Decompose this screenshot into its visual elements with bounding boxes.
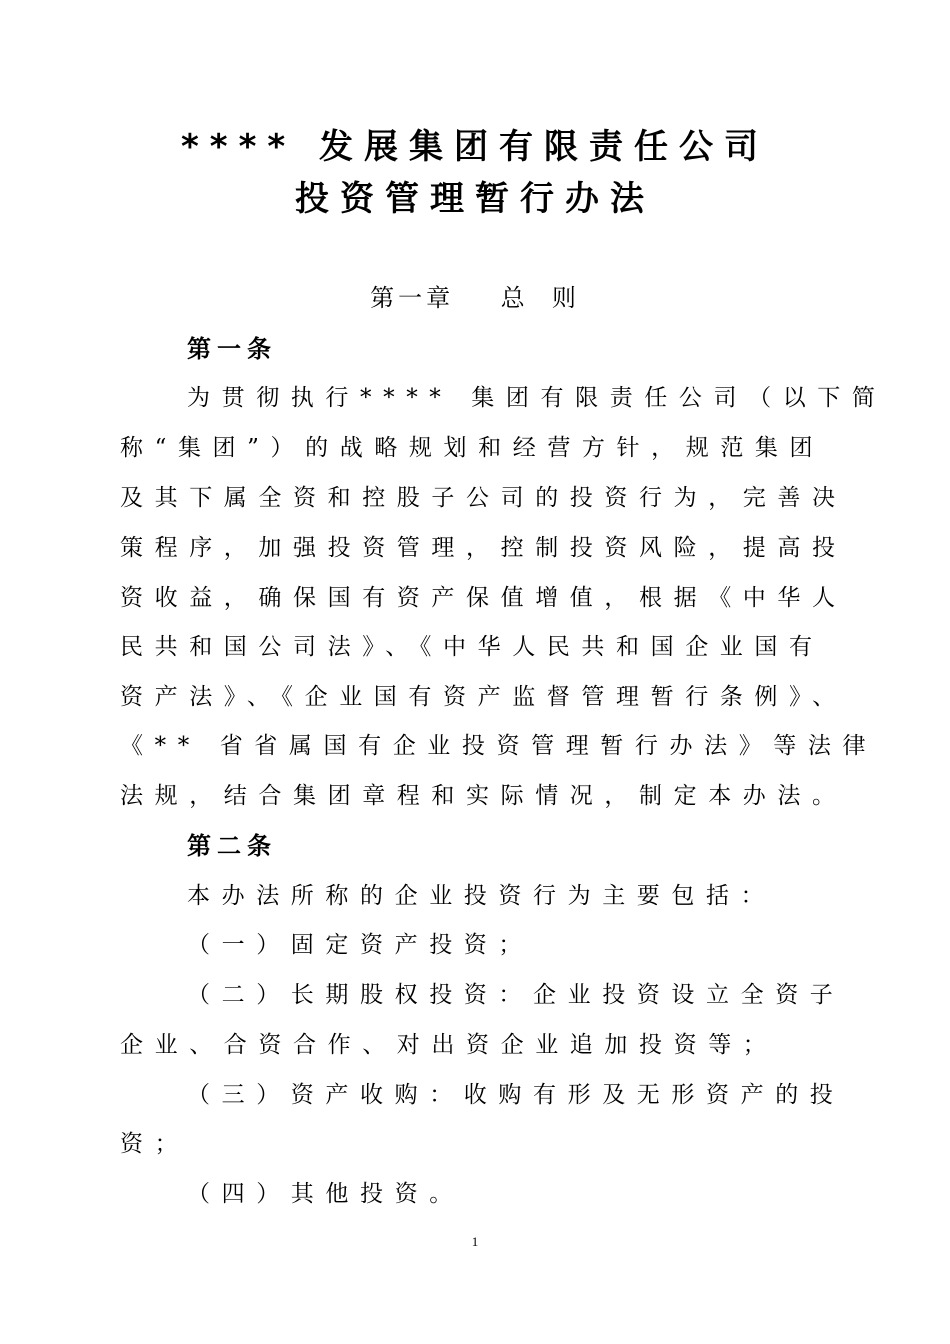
article-2-line: （二）长期股权投资：企业投资设立全资子 — [187, 982, 845, 1008]
article-1-line: 资收益，确保国有资产保值增值，根据《中华人 — [120, 585, 847, 611]
article-2-line: 企业、合资合作、对出资企业追加投资等； — [120, 1032, 778, 1058]
article-2-line: 资； — [120, 1131, 190, 1157]
article-1-line: 称“集团”）的战略规划和经营方针，规范集团 — [120, 435, 825, 461]
article-1-line: 为贯彻执行**** 集团有限责任公司（以下简 — [187, 385, 887, 411]
article-2-heading: 第二条 — [187, 832, 277, 860]
article-2-line: （三）资产收购：收购有形及无形资产的投 — [187, 1082, 845, 1108]
article-1-line: 法规，结合集团章程和实际情况，制定本办法。 — [120, 783, 847, 809]
page-number: 1 — [471, 1234, 479, 1249]
article-1-line: 策程序，加强投资管理，控制投资风险，提高投 — [120, 535, 847, 561]
article-1-line: 资产法》、《企业国有资产监督管理暂行条例》、 — [120, 684, 847, 710]
article-2-line: 本办法所称的企业投资行为主要包括： — [187, 883, 776, 909]
article-1-line: 《** 省省属国有企业投资管理暂行办法》等法律 — [120, 733, 878, 759]
article-1-line: 民共和国公司法》、《中华人民共和国企业国有 — [120, 634, 824, 660]
document-title-line2: 投资管理暂行办法 — [295, 179, 655, 219]
article-1-line: 及其下属全资和控股子公司的投资行为，完善决 — [120, 485, 847, 511]
article-1-heading: 第一条 — [187, 335, 277, 363]
article-2-line: （一）固定资产投资； — [187, 932, 533, 958]
document-title-line1: **** 发展集团有限责任公司 — [181, 127, 769, 167]
chapter-heading: 第一章 总 则 — [370, 284, 580, 312]
article-2-line: （四）其他投资。 — [187, 1181, 464, 1207]
